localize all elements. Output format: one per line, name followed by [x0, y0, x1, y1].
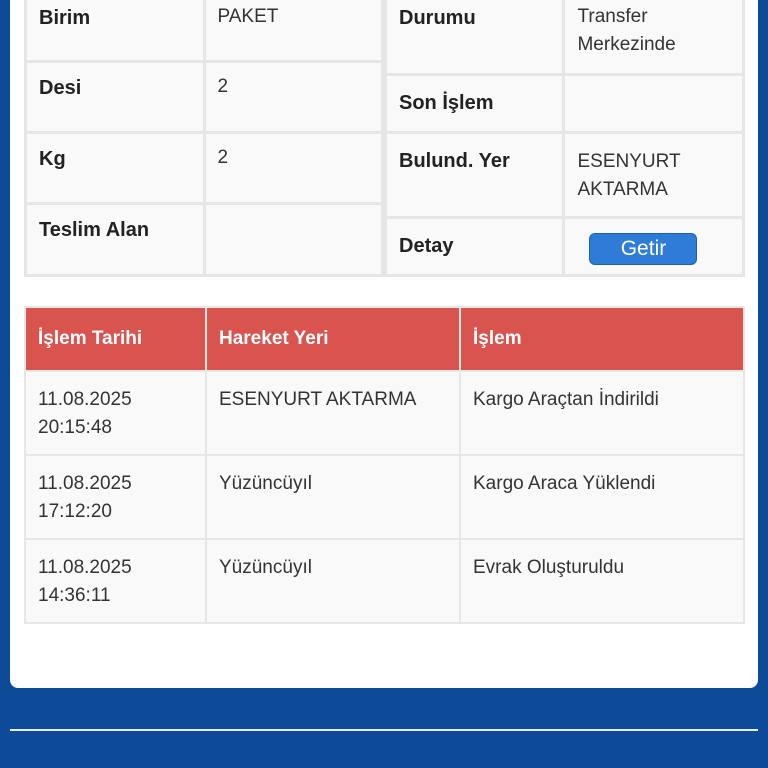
getir-button[interactable]: Getir — [589, 233, 697, 265]
movements-header-row — [25, 307, 744, 371]
durum-value-line1: Transfer — [577, 6, 648, 27]
row-time: 14:36:11 — [38, 585, 111, 606]
son-islem-value — [564, 75, 744, 133]
row-date: 11.08.2025 — [38, 557, 132, 578]
row-place: Yüzüncüyıl — [206, 455, 460, 539]
bulund-yer-line1: ESENYURT — [577, 151, 681, 172]
header-hareket-yeri: Hareket Yeri — [206, 307, 460, 371]
kg-value: 2 — [204, 133, 383, 204]
row-time: 20:15:48 — [38, 417, 112, 438]
footer-divider — [10, 729, 758, 731]
row-action: Kargo Araca Yüklendi — [460, 455, 744, 539]
header-islem: İşlem — [460, 307, 744, 371]
son-islem-label: Son İşlem — [386, 75, 564, 133]
table-row — [25, 371, 744, 455]
birim-label: Birim — [26, 0, 205, 62]
durum-value — [564, 0, 744, 75]
detay-label: Detay — [386, 218, 564, 276]
detay-cell — [564, 218, 744, 276]
bulund-yer-label: Bulund. Yer — [386, 133, 564, 218]
row-place: ESENYURT AKTARMA — [206, 371, 460, 455]
table-row — [25, 539, 744, 623]
movements-table — [24, 306, 745, 624]
row-date: 11.08.2025 — [38, 389, 132, 410]
desi-label: Desi — [26, 62, 205, 133]
shipment-info-right — [384, 0, 745, 277]
table-row — [25, 455, 744, 539]
row-action: Evrak Oluşturuldu — [460, 539, 744, 623]
bulund-yer-value — [564, 133, 744, 218]
row-place: Yüzüncüyıl — [206, 539, 460, 623]
durum-label: Durumu — [386, 0, 564, 75]
bulund-yer-line2: AKTARMA — [577, 179, 668, 200]
durum-value-line2: Merkezinde — [577, 34, 676, 55]
row-action: Kargo Araçtan İndirildi — [460, 371, 744, 455]
row-date-cell — [25, 371, 206, 455]
row-date: 11.08.2025 — [38, 473, 132, 494]
birim-value: PAKET — [204, 0, 383, 62]
teslim-alan-label: Teslim Alan — [26, 204, 205, 276]
desi-value: 2 — [204, 62, 383, 133]
header-islem-tarihi: İşlem Tarihi — [25, 307, 206, 371]
row-date-cell — [25, 455, 206, 539]
teslim-alan-value — [204, 204, 383, 276]
row-date-cell — [25, 539, 206, 623]
shipment-info-left — [24, 0, 384, 277]
kg-label: Kg — [26, 133, 205, 204]
row-time: 17:12:20 — [38, 501, 112, 522]
